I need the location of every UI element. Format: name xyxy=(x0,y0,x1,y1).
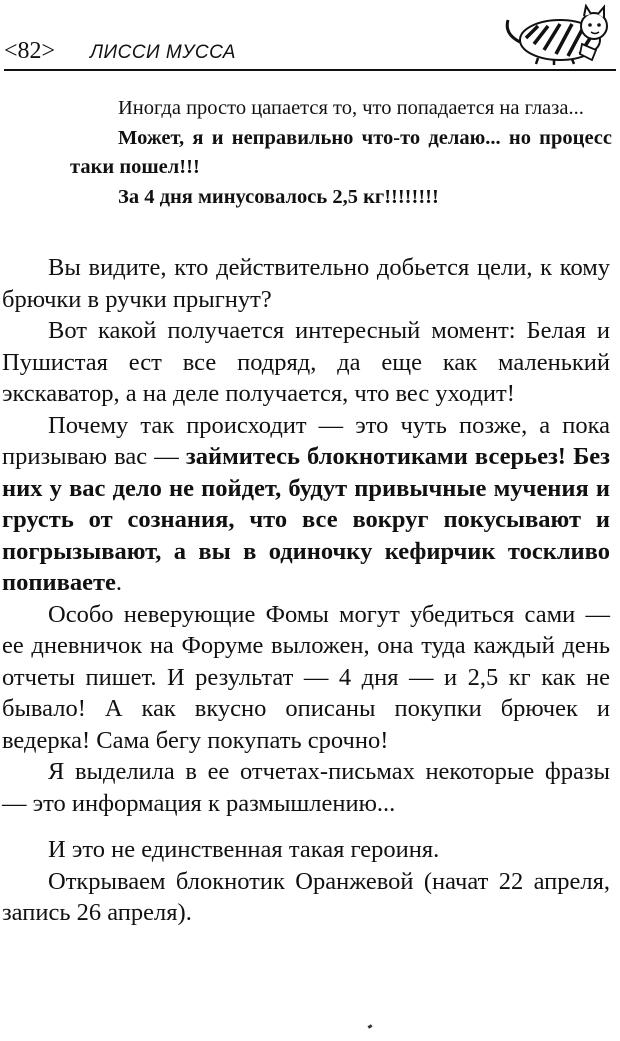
bold-emphasis: займитесь блокнотиками всерьез! Без них у вас дело не пойдет, будут привычные мучения и грусть от сознания, что все вокруг покусывают и погрызывают, а вы в одиночку кефирчик тоскливо попиваете xyxy=(2,443,610,596)
page-header xyxy=(4,32,616,72)
paragraph: Я выделила в ее отчетах-письмах некоторые фразы — это информация к размышлению... xyxy=(2,758,610,817)
striped-cat-icon xyxy=(498,4,616,66)
paragraph: Вы видите, кто действительно добьется цели, к кому брючки в ручки прыгнут? xyxy=(2,254,610,313)
header-rule xyxy=(4,69,616,71)
diary-quote xyxy=(70,94,612,212)
paragraph: И это не единственная такая героиня. xyxy=(48,836,440,863)
page-number: <82> xyxy=(4,38,56,64)
body-text xyxy=(2,252,610,929)
paragraph: Почему так происходит — это чуть позже, а пока призываю вас — займитесь блокнотиками всерьез! Без них у вас дело не пойдет, будут привычные мучения и грусть от сознания, что все вокруг покусывают и погрызывают, а вы в одиночку кефирчик тоскливо попиваете. xyxy=(2,411,610,596)
running-title: ЛИССИ МУССА xyxy=(90,42,236,63)
quote-line-bold: За 4 дня минусовалось 2,5 кг!!!!!!!! xyxy=(118,185,439,208)
print-mark xyxy=(368,1024,373,1029)
paragraph: Открываем блокнотик Оранжевой (начат 22 апреля, запись 26 апреля). xyxy=(2,867,610,926)
paragraph: Особо неверующие Фомы могут убедиться сами — ее дневничок на Форуме выложен, она туда каждый день отчеты пишет. И результат — 4 дня — и 2,5 кг как не бывало! А как вкусно описаны покупки брючек и ведерка! Сама бегу покупать срочно! xyxy=(2,600,610,754)
quote-line: Иногда просто цапается то, что попадается на глаза... xyxy=(118,97,584,119)
paragraph: Вот какой получается интересный момент: Белая и Пушистая ест все подряд, да еще как маленький экскаватор, а на деле получается, что вес уходит! xyxy=(2,317,610,407)
quote-line-bold: Может, я и неправильно что-то делаю... но процесс таки пошел!!! xyxy=(70,126,612,178)
